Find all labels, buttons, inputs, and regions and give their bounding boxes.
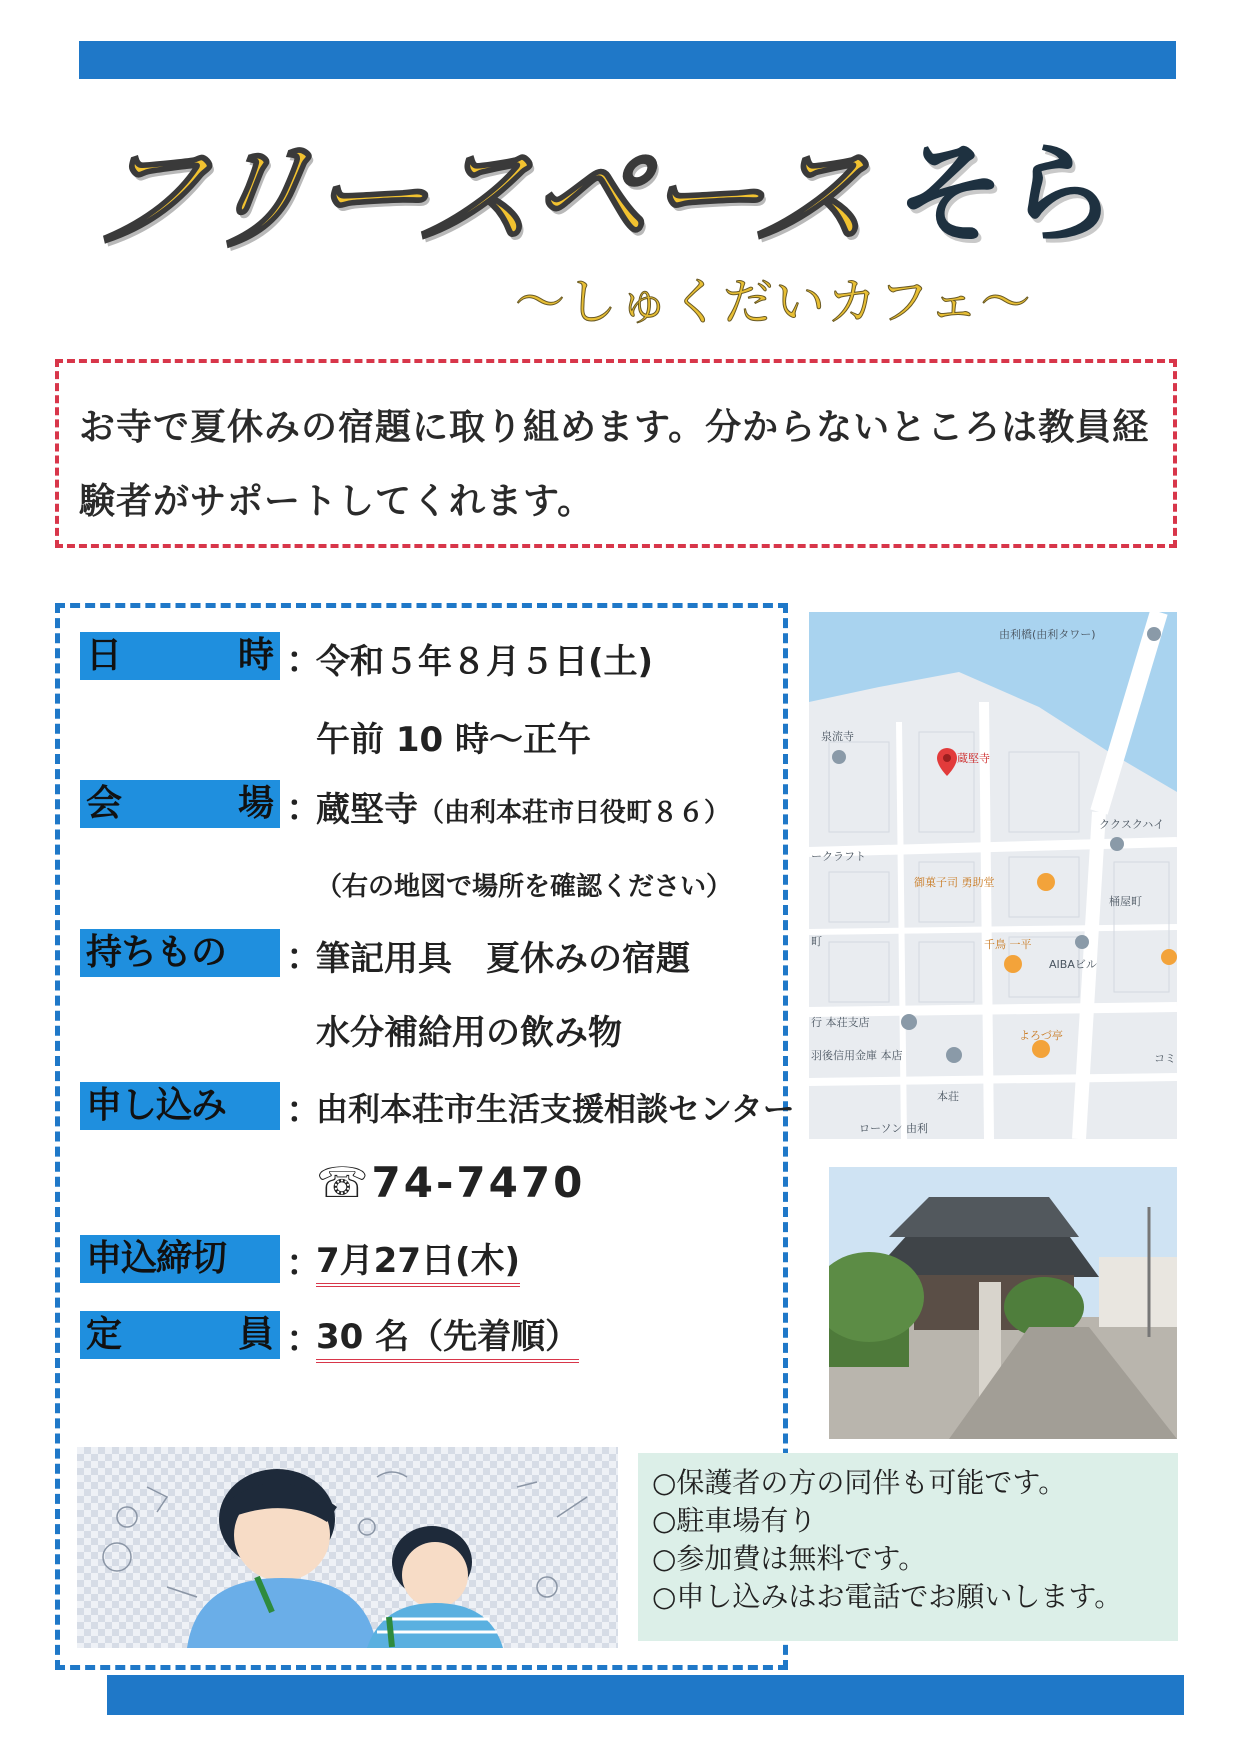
building-icon [1110, 837, 1124, 851]
temple-photo-graphic [829, 1167, 1177, 1439]
bottom-banner-bar [107, 1675, 1184, 1715]
items-line1: 筆記用具 夏休みの宿題 [316, 939, 690, 979]
map-label: 本荘 [937, 1090, 959, 1103]
house [1099, 1257, 1177, 1327]
road [1079, 812, 1099, 1139]
bank-icon [946, 1047, 962, 1063]
temple-icon [832, 750, 846, 764]
deadline-date: 7月27日(木) [316, 1241, 520, 1287]
map-label: 羽後信用金庫 本店 [811, 1049, 903, 1062]
label-char: 員 [237, 1314, 274, 1355]
map-label: 町 [811, 935, 822, 948]
capacity-number: 30 名（先着順） [316, 1317, 579, 1363]
capacity-label [80, 1311, 280, 1359]
datetime-time: 午前 10 時～正午 [316, 720, 591, 760]
apply-center: 由利本荘市生活支援相談センター [316, 1090, 795, 1128]
items-label: 持ちもの [80, 929, 280, 977]
venue-address: （由利本荘市日役町８６） [418, 798, 731, 828]
intro-line: お寺で夏休みの宿題に取り組めます。分からないところは教員経 [79, 407, 1150, 448]
colon: ： [286, 1319, 323, 1360]
children-studying-illustration [77, 1447, 618, 1648]
younger-child-face [402, 1542, 468, 1608]
map-label: 由利橋(由利タワー) [999, 628, 1096, 641]
title-sora: そら [896, 130, 1116, 258]
temple-photo [829, 1167, 1177, 1439]
datetime-label [80, 632, 280, 680]
note-item: ○申し込みはお電話でお願いします。 [652, 1580, 1123, 1613]
note-item: ○駐車場有り [652, 1504, 817, 1537]
restaurant-icon [1032, 1040, 1050, 1058]
note-item: ○参加費は無料です。 [652, 1542, 927, 1575]
colon: ： [286, 1090, 323, 1131]
label-char: 場 [237, 783, 274, 824]
note-item: ○保護者の方の同伴も可能です。 [652, 1466, 1067, 1499]
pin-dot [943, 754, 951, 762]
deadline-value [316, 1233, 520, 1282]
map-label: ローソン 由利 [859, 1122, 929, 1135]
capacity-value [316, 1309, 579, 1358]
map-label: コミ [1154, 1052, 1176, 1065]
colon: ： [286, 788, 323, 829]
apply-phone: ☏74-7470 [316, 1158, 586, 1207]
road [984, 702, 989, 1139]
top-banner-bar [79, 41, 1176, 79]
map-label: 千鳥 一平 [984, 938, 1032, 951]
label-char: 会 [86, 783, 123, 824]
venue-note: （右の地図で場所を確認ください） [316, 872, 733, 902]
map-label: AIBAビル [1049, 958, 1097, 971]
location-map [809, 612, 1177, 1139]
label-char: 日 [86, 635, 123, 676]
colon: ： [286, 937, 323, 978]
venue-value [316, 782, 730, 831]
restaurant-icon [1037, 873, 1055, 891]
tower-icon [1147, 627, 1161, 641]
intro-box [55, 359, 1177, 548]
colon: ： [286, 640, 323, 681]
road [809, 927, 1177, 932]
restaurant-icon [1161, 949, 1177, 965]
colon: ： [286, 1243, 323, 1284]
subtitle: ～しゅくだいカフェ～ [515, 273, 1033, 331]
bank-icon [901, 1014, 917, 1030]
restaurant-icon [1004, 955, 1022, 973]
title [76, 102, 1156, 266]
title-main: フリースペース [76, 128, 878, 266]
intro-line: 験者がサポートしてくれます。 [79, 481, 595, 522]
intro-text [79, 391, 1159, 539]
pencil [389, 1617, 392, 1647]
label-char: 時 [237, 635, 274, 676]
deadline-label: 申込締切 [80, 1235, 280, 1283]
map-label: 泉流寺 [821, 730, 854, 743]
map-label: よろづ亭 [1019, 1029, 1063, 1042]
building-icon [1075, 935, 1089, 949]
map-label: ククスクハイ [1099, 818, 1165, 831]
map-label: 御菓子司 勇助堂 [914, 876, 995, 889]
items-line2: 水分補給用の飲み物 [316, 1013, 622, 1053]
apply-label: 申し込み [80, 1082, 280, 1130]
venue-label [80, 780, 280, 828]
road [809, 1007, 1177, 1012]
road [809, 1077, 1177, 1082]
map-label-target: 蔵堅寺 [957, 752, 990, 765]
notes-box [638, 1453, 1178, 1641]
label-char: 定 [86, 1314, 123, 1355]
illustration-graphic [77, 1447, 618, 1648]
map-graphic [809, 612, 1177, 1139]
map-label: 桶屋町 [1109, 895, 1142, 908]
older-child-shirt [187, 1578, 377, 1648]
doodles [103, 1472, 587, 1597]
datetime-date: 令和５年８月５日(土) [316, 642, 654, 682]
venue-name: 蔵堅寺 [316, 790, 418, 830]
map-label: 行 本荘支店 [811, 1016, 870, 1029]
map-label: ークラフト [811, 850, 866, 863]
